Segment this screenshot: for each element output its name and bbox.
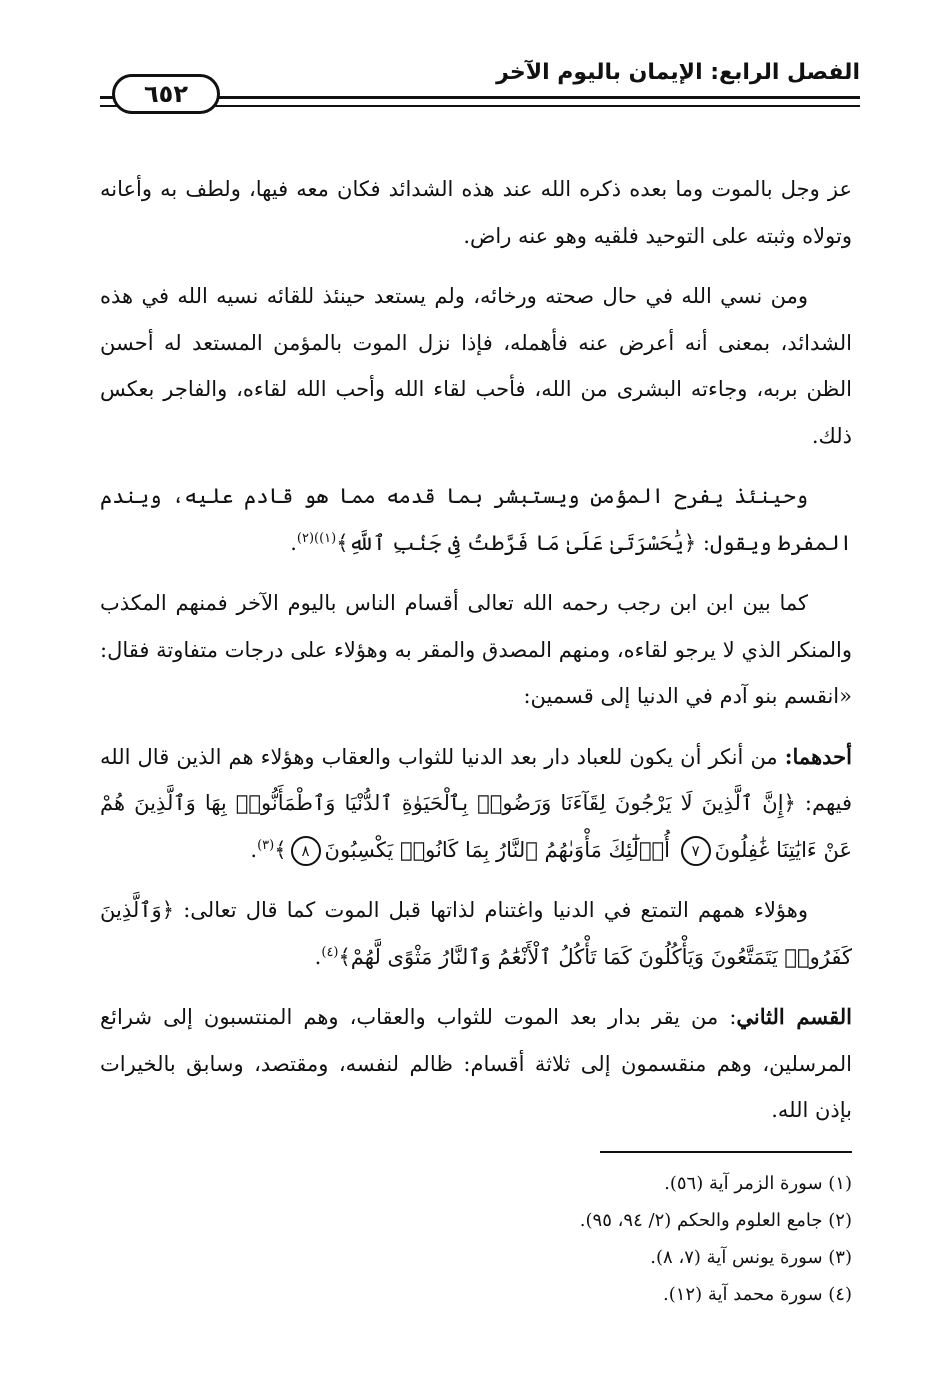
footnote-2: (٢) جامع العلوم والحكم (٢/ ٩٤، ٩٥). [579,1210,852,1231]
paragraph-3 [100,473,852,566]
ayah-number-marker: ٨ [291,836,321,866]
footnote-ref-3: (٣) [257,837,275,853]
page-body [100,166,852,1148]
quran-quote-yunus-b: أُو۟لَٰٓئِكَ مَأْوَىٰهُمُ ٱلنَّارُ بِمَا كَانُوا۟ يَكْسِبُونَ [324,837,677,862]
quran-quote-yunus-a: ﴿إِنَّ ٱلَّذِينَ لَا يَرْجُونَ لِقَآءَنَا وَرَضُوا۟ بِٱلْحَيَوٰةِ ٱلدُّنْيَا وَٱطْمَأَنُّوا۟ بِهَا وَٱلَّذِينَ هُمْ عَنْ ءَايَٰتِنَا غَٰفِلُونَ [100,791,852,862]
quran-quote-muhammad: ﴿وَٱلَّذِينَ كَفَرُوا۟ يَتَمَتَّعُونَ وَيَأْكُلُونَ كَمَا تَأْكُلُ ٱلْأَنْعَٰمُ وَٱلنَّارُ مَثْوًى لَّهُمْ﴾ [100,898,852,969]
quran-quote-zumar: ﴿يَٰحَسْرَتَىٰ عَلَىٰ مَا فَرَّطتُ فِى جَنۢبِ ٱللَّهِ﴾ [336,530,697,555]
footnote-1: (١) سورة الزمر آية (٥٦). [664,1173,852,1194]
paragraph-6-end: . [314,944,322,969]
paragraph-4: كما بين ابن ابن رجب رحمه الله تعالى أقسام الناس باليوم الآخر فمنهم المكذب والمنكر الذي لا يرجو لقاءه، ومنهم المصدق والمقر به وهؤلاء على درجات متفاوتة فقال: «انقسم بنو آدم في الدنيا إلى قسمين: [100,591,852,708]
footnote-4: (٤) سورة محمد آية (١٢). [662,1284,852,1305]
paragraph-5-end: . [250,837,258,862]
page-header [100,60,860,122]
footnote-ref-1: (١) [319,530,337,546]
paragraph-6 [100,887,852,980]
paragraph-5-text: من أنكر أن يكون للعباد دار بعد الدنيا للثواب والعقاب وهؤلاء هم الذين قال الله فيهم: [100,744,852,815]
page-number-badge: ٦٥٢ [112,74,220,114]
footnote-ref-4: (٤) [321,944,339,960]
footnotes [100,1165,852,1313]
footnote-separator [600,1151,852,1153]
paragraph-3-text: وحينئذ يفرح المؤمن ويستبشر بما قدمه مما هو قادم عليه، ويندم المفرط ويقول: [100,484,852,555]
paragraph-6-text: وهؤلاء همهم التمتع في الدنيا واغتنام لذاتها قبل الموت كما قال تعالى: [174,898,808,922]
paragraph-2: ومن نسي الله في حال صحته ورخائه، ولم يستعد حينئذ للقائه نسيه الله في هذه الشدائد، بمعنى أنه أعرض عنه فأهمله، فإذا نزل الموت بالمؤمن المستعد له أحسن الظن بربه، وجاءته البشرى من الله، فأحب لقاء الله وأحب الله لقاءه، والفاجر بعكس ذلك. [100,284,852,448]
paragraph-5 [100,734,852,874]
footnote-ref-2: )(٢) [296,530,320,546]
chapter-title: الفصل الرابع: الإيمان باليوم الآخر [496,60,860,85]
paragraph-1: عز وجل بالموت وما بعده ذكره الله عند هذه الشدائد فكان معه فيها، ولطف به وأعانه وتولاه وثبته على التوحيد فلقيه وهو عنه راض. [100,177,852,248]
paragraph-7-text: : من يقر بدار بعد الموت للثواب والعقاب، وهم المنتسبون إلى شرائع المرسلين، وهم منقسمون إلى ثلاثة أقسام: ظالم لنفسه، ومقتصد، وسابق بالخيرات بإذن الله. [100,1005,852,1122]
section-lead-second: القسم الثاني [736,1004,852,1029]
section-lead-first: أحدهما: [784,743,852,769]
footnote-3: (٣) سورة يونس آية (٧، ٨). [650,1247,852,1268]
paragraph-3-end: . [290,530,297,555]
quran-quote-close: ﴾ [274,837,287,862]
paragraph-7 [100,994,852,1134]
ayah-number-marker: ٧ [681,836,711,866]
